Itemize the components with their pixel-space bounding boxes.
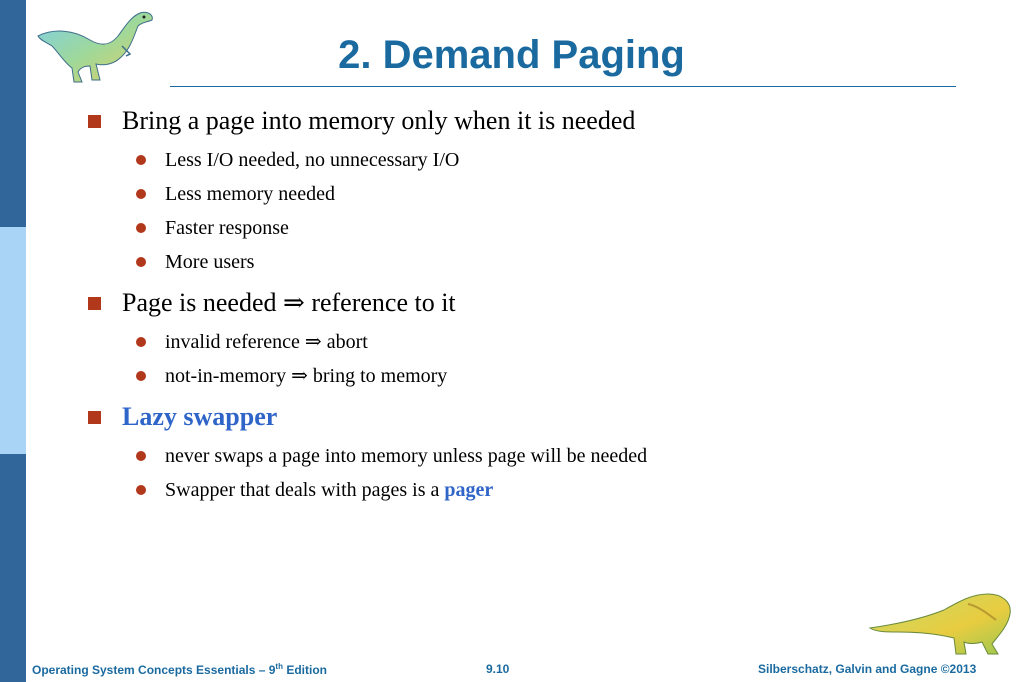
round-bullet-icon	[136, 223, 146, 233]
slide-title: 2. Demand Paging	[338, 33, 685, 77]
bullet-text: Less memory needed	[165, 183, 335, 205]
square-bullet-icon	[88, 297, 101, 310]
bullet-text: Lazy swapper	[122, 402, 278, 431]
bullet-text: Page is needed ⇒ reference to it	[122, 288, 456, 317]
round-bullet-icon	[136, 155, 146, 165]
bullet-text: invalid reference ⇒ abort	[165, 331, 368, 353]
implies-arrow-icon: ⇒	[283, 288, 305, 317]
square-bullet-icon	[88, 411, 101, 424]
round-bullet-icon	[136, 371, 146, 381]
round-bullet-icon	[136, 485, 146, 495]
bullet-text: never swaps a page into memory unless page will be needed	[165, 445, 648, 467]
implies-arrow-icon: ⇒	[304, 331, 322, 353]
bullet-text: Faster response	[165, 217, 289, 239]
bullet-text: More users	[165, 251, 255, 273]
footer-book-title: Operating System Concepts Essentials – 9th Edition	[32, 662, 327, 677]
footer-page-number: 9.10	[486, 662, 510, 676]
square-bullet-icon	[88, 115, 101, 128]
round-bullet-icon	[136, 451, 146, 461]
footer-copyright: Silberschatz, Galvin and Gagne ©2013	[758, 662, 977, 676]
bullet-text: Swapper that deals with pages is a pager	[165, 479, 494, 501]
bullet-text: Less I/O needed, no unnecessary I/O	[165, 149, 460, 171]
round-bullet-icon	[136, 257, 146, 267]
round-bullet-icon	[136, 337, 146, 347]
bullet-text: Bring a page into memory only when it is needed	[122, 106, 636, 135]
round-bullet-icon	[136, 189, 146, 199]
highlight-term: pager	[444, 479, 494, 501]
bullet-text: not-in-memory ⇒ bring to memory	[165, 365, 448, 387]
implies-arrow-icon: ⇒	[291, 365, 308, 387]
